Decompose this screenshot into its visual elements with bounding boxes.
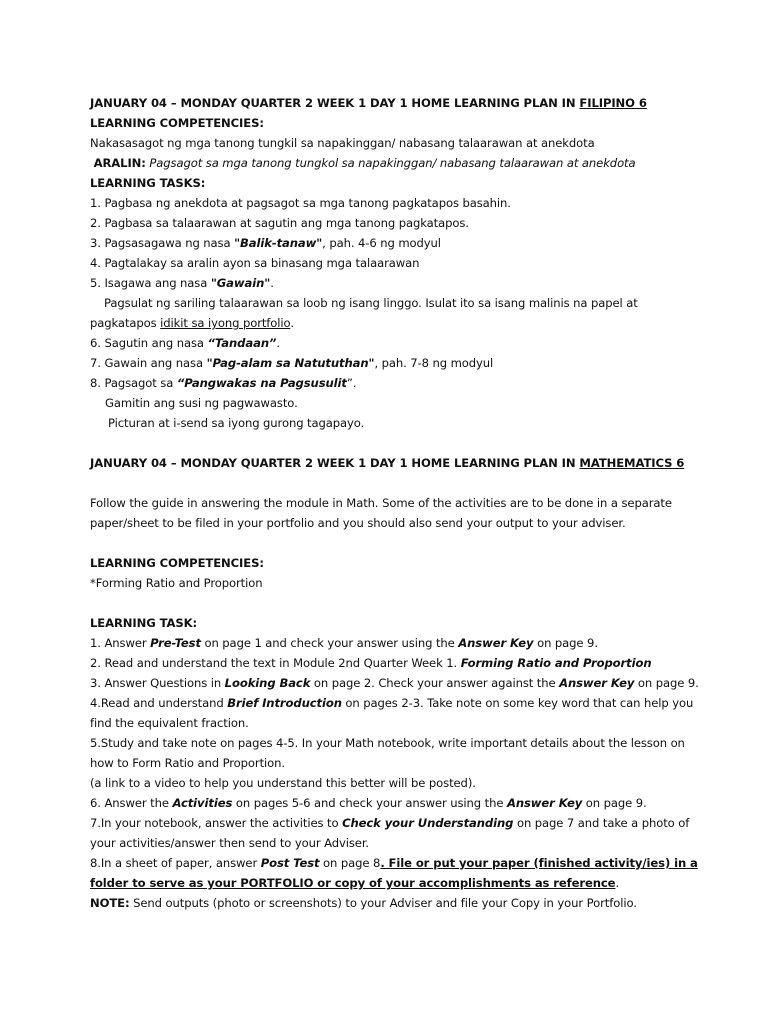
math-task-3: [90, 673, 728, 693]
text-span: ”.: [346, 376, 357, 390]
math-note: [90, 893, 728, 913]
filipino-task-5-note-1: Pagsulat ng sariling talaarawan sa loob ng isang linggo. Isulat ito sa isang malinis na papel at: [104, 296, 638, 310]
filipino-task-7: [90, 353, 728, 373]
text-span: Answer Key: [506, 796, 583, 810]
text-span: on page 9.: [582, 796, 647, 810]
math-intro-1: Follow the guide in answering the module in Math. Some of the activities are to be done in a separate: [90, 496, 672, 510]
text-span: Forming Ratio and Proportion: [460, 656, 652, 670]
math-task-7-cont: your activities/answer then send to your Adviser.: [90, 836, 370, 850]
filipino-task-8: [90, 373, 728, 393]
math-task-2: [90, 653, 728, 673]
text-span: idikit sa iyong portfolio: [160, 316, 291, 330]
text-span: “Pangwakas na Pagsusulit: [176, 376, 347, 390]
text-span: 8.In a sheet of paper, answer: [90, 856, 261, 870]
text-span: 8. Pagsagot sa: [90, 376, 177, 390]
text-span: Post Test: [260, 856, 320, 870]
math-task-4: [90, 693, 728, 713]
text-span: . File or put your paper (finished activity/ies) in a: [380, 856, 698, 870]
text-span: "Pag-alam sa Natututhan": [206, 356, 375, 370]
text-span: Check your Understanding: [342, 816, 514, 830]
filipino-tasks-heading: LEARNING TASKS:: [90, 176, 206, 190]
text-span: , pah. 4-6 ng modyul: [322, 236, 441, 250]
math-task-8: [90, 853, 728, 873]
math-intro-2: paper/sheet to be filed in your portfolio and you should also send your output to your adviser.: [90, 516, 626, 530]
math-task-heading: LEARNING TASK:: [90, 616, 198, 630]
text-span: “Tandaan”: [207, 336, 277, 350]
text-span: on page 7 and take a photo of: [513, 816, 690, 830]
aralin-text: Pagsagot sa mga tanong tungkol sa napakinggan/ nabasang talaarawan at anekdota: [145, 156, 636, 170]
filipino-aralin: [90, 153, 728, 173]
text-span: Pre-Test: [150, 636, 201, 650]
aralin-label: ARALIN:: [93, 156, 146, 170]
math-task-5-cont: how to Form Ratio and Proportion.: [90, 756, 285, 770]
spacer: [90, 473, 728, 493]
text-span: Looking Back: [224, 676, 311, 690]
text-span: .: [615, 876, 620, 890]
math-task-7: [90, 813, 728, 833]
filipino-title: [90, 93, 728, 113]
text-span: folder to serve as your PORTFOLIO or copy of your accomplishments as reference: [90, 876, 616, 890]
spacer: [90, 593, 728, 613]
spacer: [90, 533, 728, 553]
text-span: Answer Key: [458, 636, 534, 650]
text-span: .: [290, 316, 294, 330]
text-span: "Balik-tanaw": [234, 236, 323, 250]
text-span: 5. Isagawa ang nasa: [90, 276, 211, 290]
math-competency: *Forming Ratio and Proportion: [90, 576, 263, 590]
text-span: on page 8: [319, 856, 381, 870]
filipino-task-6: [90, 333, 728, 353]
text-span: 3. Pagsasagawa ng nasa: [90, 236, 235, 250]
text-span: 3. Answer Questions in: [90, 676, 225, 690]
filipino-task-8-note-2: Picturan at i-send sa iyong gurong tagapayo.: [108, 416, 365, 430]
filipino-task-3: [90, 233, 728, 253]
text-span: .: [276, 336, 280, 350]
math-title: [90, 453, 728, 473]
text-span: 1. Answer: [90, 636, 151, 650]
text-span: 2. Read and understand the text in Module 2nd Quarter Week 1.: [90, 656, 461, 670]
math-task-1: [90, 633, 728, 653]
spacer: [90, 433, 728, 453]
math-task-6: [90, 793, 728, 813]
filipino-task-4: 4. Pagtalakay sa aralin ayon sa binasang mga talaarawan: [90, 256, 420, 270]
text-span: 6. Sagutin ang nasa: [90, 336, 208, 350]
filipino-task-5-note-2: [90, 313, 728, 333]
text-span: Brief Introduction: [227, 696, 342, 710]
text-span: , pah. 7-8 ng modyul: [374, 356, 494, 370]
text-span: 4.Read and understand: [90, 696, 228, 710]
math-task-5-note: (a link to a video to help you understand this better will be posted).: [90, 776, 476, 790]
filipino-task-8-note-1: Gamitin ang susi ng pagwawasto.: [105, 396, 298, 410]
math-task-4-cont: find the equivalent fraction.: [90, 716, 249, 730]
text-span: pagkatapos: [90, 316, 161, 330]
text-span: "Gawain": [210, 276, 271, 290]
math-task-5: 5.Study and take note on pages 4-5. In your Math notebook, write important details about the lesson on: [90, 736, 685, 750]
text-span: Activities: [172, 796, 233, 810]
math-title-subject: MATHEMATICS 6: [579, 456, 685, 470]
math-title-prefix: JANUARY 04 – MONDAY QUARTER 2 WEEK 1 DAY 1 HOME LEARNING PLAN IN: [90, 456, 580, 470]
math-competencies-heading: LEARNING COMPETENCIES:: [90, 556, 264, 570]
text-span: 7.In your notebook, answer the activities to: [90, 816, 343, 830]
text-span: Answer Key: [559, 676, 635, 690]
filipino-competencies-heading: LEARNING COMPETENCIES:: [90, 116, 264, 130]
text-span: on page 9.: [533, 636, 598, 650]
text-span: .: [270, 276, 274, 290]
text-span: Send outputs (photo or screenshots) to your Adviser and file your Copy in your Portfolio.: [129, 896, 637, 910]
text-span: on page 1 and check your answer using the: [200, 636, 459, 650]
filipino-competency: Nakasasagot ng mga tanong tungkil sa napakinggan/ nabasang talaarawan at anekdota: [90, 136, 595, 150]
filipino-task-1: 1. Pagbasa ng anekdota at pagsagot sa mga tanong pagkatapos basahin.: [90, 196, 511, 210]
text-span: on page 2. Check your answer against the: [310, 676, 560, 690]
text-span: on pages 2-3. Take note on some key word that can help you: [341, 696, 694, 710]
text-span: NOTE:: [90, 896, 130, 910]
text-span: 6. Answer the: [90, 796, 173, 810]
filipino-title-prefix: JANUARY 04 – MONDAY QUARTER 2 WEEK 1 DAY 1 HOME LEARNING PLAN IN: [90, 96, 580, 110]
filipino-task-5: [90, 273, 728, 293]
text-span: 7. Gawain ang nasa: [90, 356, 207, 370]
text-span: on page 9.: [634, 676, 699, 690]
text-span: on pages 5-6 and check your answer using the: [232, 796, 507, 810]
filipino-title-subject: FILIPINO 6: [579, 96, 647, 110]
math-task-8-cont: [90, 873, 728, 893]
filipino-task-2: 2. Pagbasa sa talaarawan at sagutin ang mga tanong pagkatapos.: [90, 216, 469, 230]
